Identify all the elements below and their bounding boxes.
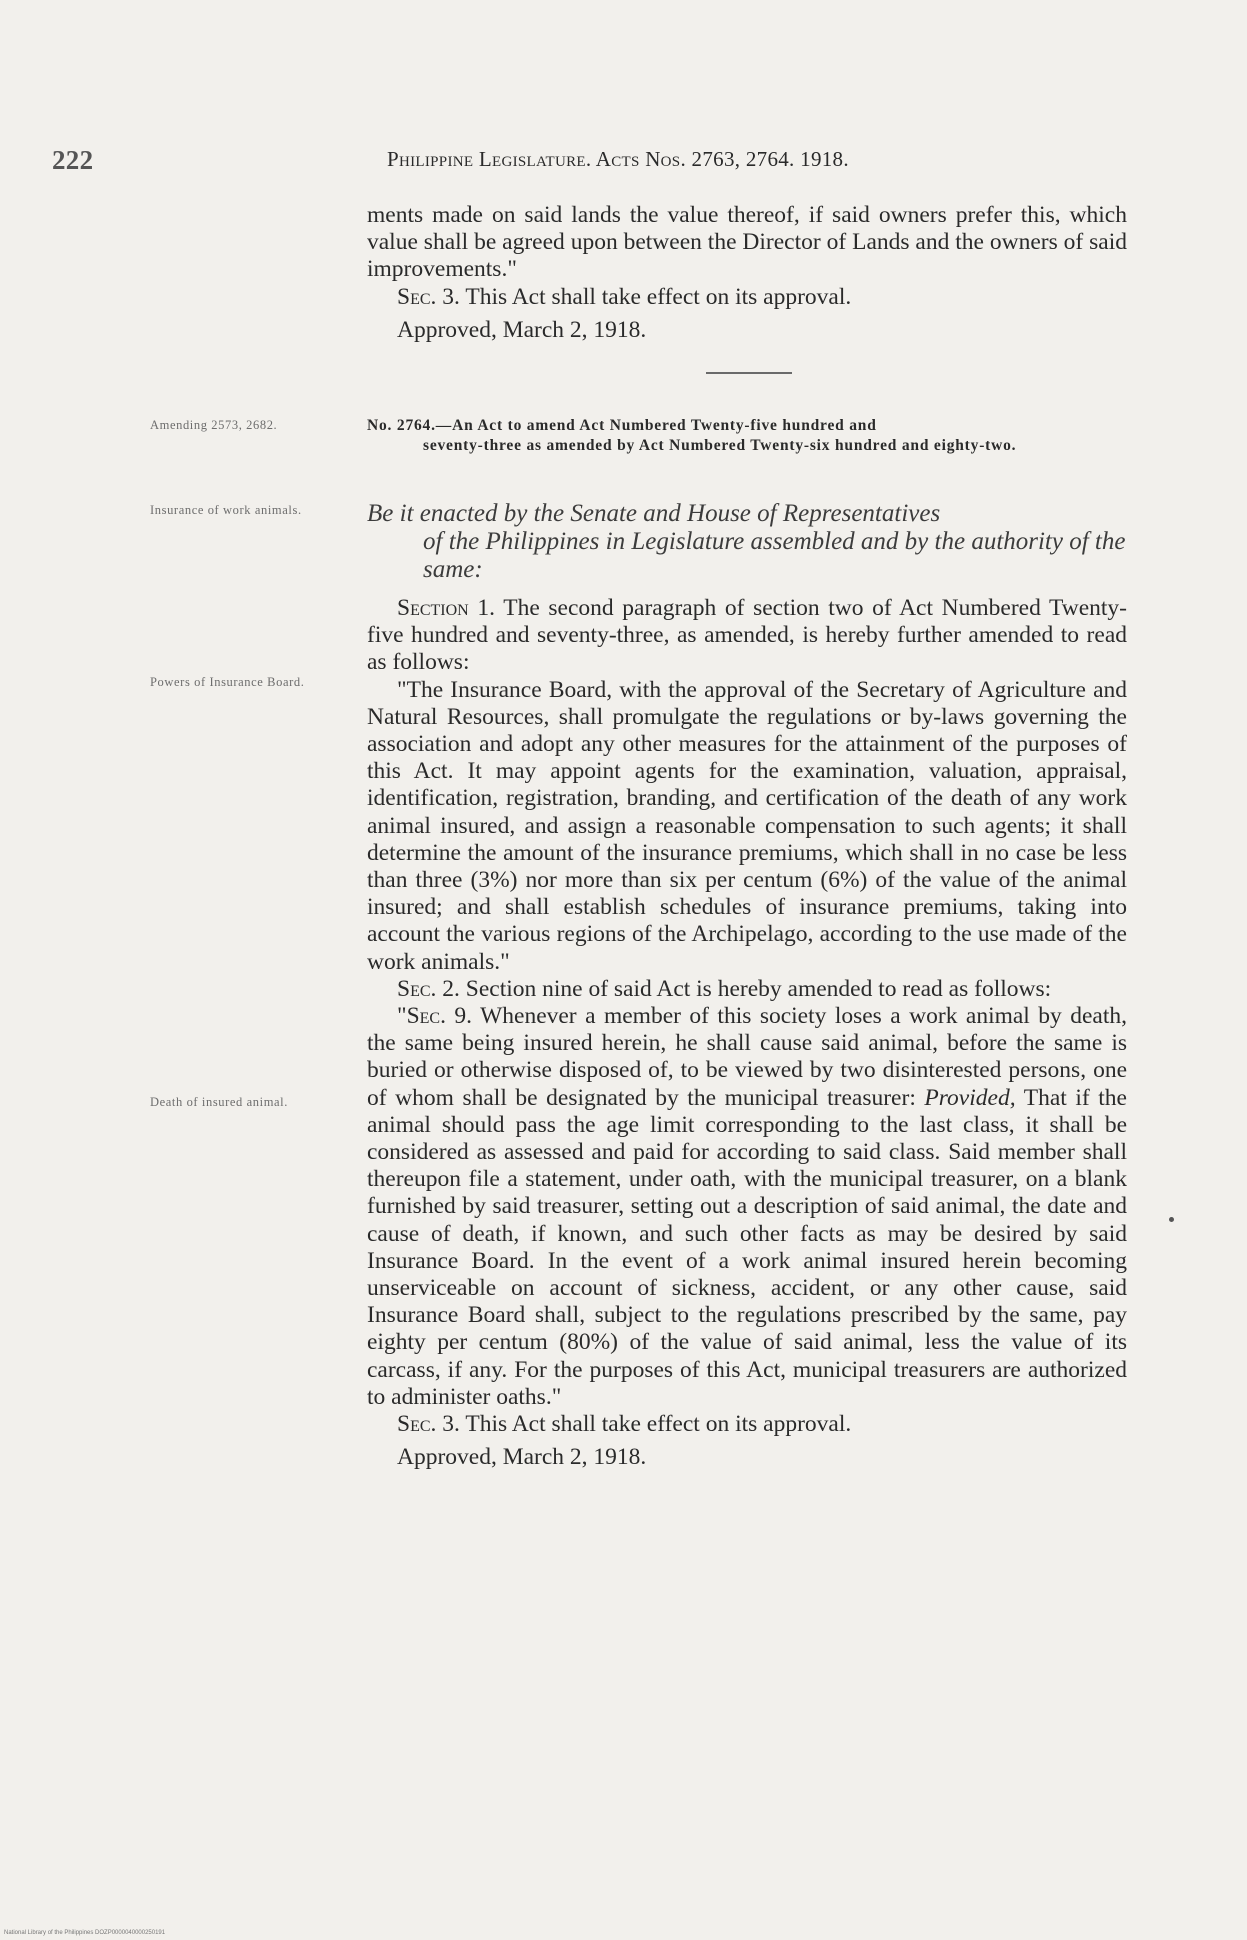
- scan-speck: [1169, 1217, 1174, 1222]
- continuation-block: [367, 202, 1127, 344]
- continuation-section-3: [367, 284, 1127, 311]
- section-1: [367, 595, 1127, 677]
- margin-note-amending: Amending 2573, 2682.: [150, 418, 278, 432]
- quote-text-b: That if the animal should pass the age limit corresponding to the last class, it shall be considered as assessed and paid for according to said class. Said member shall thereupon file a statement, under oath, with the municipal treasurer, on a blank furnished by said treasurer, setting out a description of said animal, the date and cause of death, if known, and such other facts as may be desired by said Insurance Board. In the event of a work animal insured herein becoming unserviceable on account of sickness, accident, or any other cause, said Insurance Board shall, subject to the regulations prescribed by the same, pay eighty per centum (80%) of the value of said animal, less the value of its carcass, if any. For the purposes of this Act, municipal treasurers are authorized to administer oaths.": [367, 1084, 1127, 1410]
- page-number: 222: [52, 145, 94, 175]
- enacting-clause: [367, 500, 1127, 584]
- section-text: The second paragraph of section two of Act Numbered Twenty-five hundred and seventy-three, as amended, is hereby further amended to read as follows:: [367, 595, 1128, 676]
- margin-note-death: Death of insured animal.: [150, 1095, 288, 1109]
- enacting-continuation: of the Philippines in Legislature assembled and by the authority of the same:: [423, 528, 1126, 583]
- section-divider: [706, 372, 792, 374]
- act-title: [367, 416, 1127, 456]
- quoted-amendment-2: [367, 1003, 1127, 1411]
- act-title-first-line: —An Act to amend Act Numbered Twenty-five hundred and: [435, 417, 877, 434]
- section-text: This Act shall take effect on its approval.: [459, 283, 852, 310]
- scan-footer: National Library of the Philippines DOZP0000040000250191: [4, 1930, 166, 1936]
- section-3: [367, 1411, 1127, 1438]
- section-2: [367, 976, 1127, 1003]
- continuation-text: ments made on said lands the value thereof, if said owners prefer this, which value shall be agreed upon between the Director of Lands and the owners of said improvements.": [367, 202, 1127, 283]
- quoted-amendment-1: "The Insurance Board, with the approval of the Secretary of Agriculture and Natural Resources, shall promulgate the regulations or by-laws governing the association and adopt any other measures for the attainment of the purposes of this Act. It may appoint agents for the examination, valuation, appraisal, identification, registration, branding, and certification of the death of any work animal insured, and assign a reasonable compensation to such agents; it shall determine the amount of the insurance premiums, which shall in no case be less than three (3%) nor more than six per centum (6%) of the value of the animal insured; and shall establish schedules of insurance premiums, taking into account the various regions of the Archipelago, according to the use made of the work animals.": [367, 676, 1127, 975]
- margin-note-powers: Powers of Insurance Board.: [150, 675, 305, 689]
- act-title-continuation: seventy-three as amended by Act Numbered Twenty-six hundred and eighty-two.: [423, 437, 1017, 454]
- provided-term: Provided,: [924, 1084, 1016, 1111]
- approval-line: Approved, March 2, 1918.: [397, 316, 647, 343]
- section-label: "Sec. 9.: [397, 1003, 473, 1030]
- act-body: [367, 595, 1127, 1472]
- margin-note-insurance: Insurance of work animals.: [150, 503, 302, 517]
- enacting-first-line: Be it enacted by the Senate and House of Representatives: [367, 500, 941, 527]
- section-label: Sec. 2.: [397, 975, 460, 1002]
- running-head: Philippine Legislature. Acts Nos. 2763, 2764. 1918.: [387, 147, 849, 171]
- quote-text-a: Whenever a member of this society loses a work animal by death, the same being insured herein, he shall cause said animal, before the same is buried or otherwise disposed of, to be viewed by two disinterested persons, one of whom shall be designated by the municipal treasurer:: [367, 1003, 1127, 1111]
- section-text: Section nine of said Act is hereby amended to read as follows:: [459, 975, 1052, 1002]
- section-label: Section 1.: [397, 595, 495, 621]
- act-number: No. 2764.: [367, 417, 436, 434]
- section-label: Sec. 3.: [397, 1411, 460, 1438]
- approval-line: Approved, March 2, 1918.: [397, 1444, 647, 1471]
- section-text: This Act shall take effect on its approval.: [459, 1411, 852, 1438]
- section-label: Sec. 3.: [397, 283, 460, 310]
